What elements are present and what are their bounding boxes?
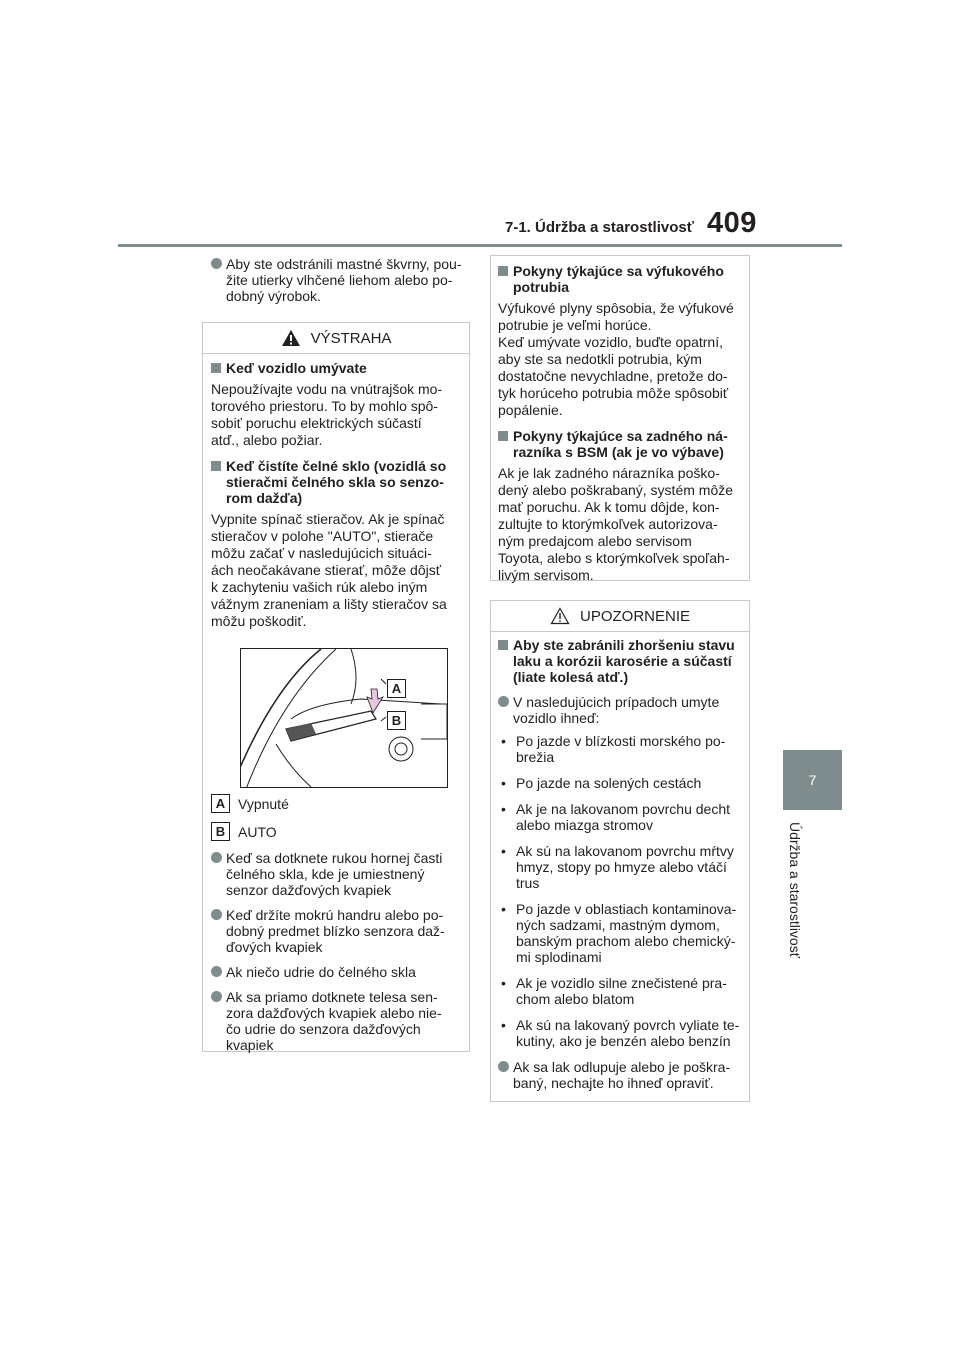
square-bullet-icon [211,363,221,373]
dash-list-item: • Po jazde v oblastiach kontaminova- ných sadzami, mastným dymom, banským prachom alebo chemický- mi splodinami [501,901,737,965]
dash-list-item: • Ak je vozidlo silne znečistené pra- chom alebo blatom [501,975,727,1007]
wiper-lever-drawing [241,649,447,787]
intro-bullet: Aby ste odstránili mastné škvrny, pou- žite utierky vlhčené liehom alebo po- dobný výrobok. [211,256,469,304]
list-item: Keď sa dotknete rukou hornej časti čelného skla, kde je umiestnený senzor dažďových kvapiek [211,850,461,898]
warning-body [203,354,469,1063]
square-bullet-icon [498,266,508,276]
figure-label-b: B [387,711,406,730]
bullet-dot-icon [211,966,222,977]
list-item: Ak sa lak odlupuje alebo je poškra- baný, nechajte ho ihneď opraviť. [498,1059,741,1091]
warning-paragraph: Výfukové plyny spôsobia, že výfukové potrubie je veľmi horúce. Keď umývate vozidlo, buďte opatrní, aby ste sa nedotkli potrubia, kým dostatočne nevychladne, pretože do- tyk horúceho potrubia môže spôsobiť popálenie. [498,300,734,418]
list-item: Ak niečo udrie do čelného skla [211,964,461,980]
list-item: V nasledujúcich prípadoch umyte vozidlo ihneď: [498,694,741,726]
square-bullet-icon [498,640,508,650]
warning-section-heading: Keď vozidlo umývate [211,360,461,376]
legend-b: B AUTO [211,822,461,841]
warning-section-heading: Keď čistíte čelné sklo (vozidlá so stieračmi čelného skla so senzo- rom dažďa) [211,458,461,506]
notice-box [490,600,750,1102]
warning-triangle-icon [281,329,301,347]
list-item: Ak sa priamo dotknete telesa sen- zora dažďových kvapiek alebo nie- čo udrie do senzora dažďových kvapiek [211,989,461,1053]
legend-label-b: B [211,822,230,841]
bullet-dot-icon [498,1061,509,1072]
notice-title: UPOZORNENIE [579,607,690,625]
legend-a: A Vypnuté [211,794,461,813]
notice-section-heading: Aby ste zabránili zhoršeniu stavu laku a korózii karosérie a súčastí (liate kolesá atď.) [498,637,741,685]
header-rule [118,244,842,247]
wiper-switch-illustration [240,648,448,788]
section-title: 7-1. Údržba a starostlivosť [505,219,694,236]
warning-section-heading: Pokyny týkajúce sa výfukového potrubia [498,263,742,295]
bullet-dot-icon [211,909,222,920]
dash-list-item: • Po jazde na solených cestách [501,775,702,791]
dash-list-item: • Ak sú na lakovaný povrch vyliate te- kutiny, ako je benzén alebo benzín [501,1017,740,1049]
warning-box [202,322,470,1052]
page-number: 409 [707,207,757,239]
list-item: Keď držíte mokrú handru alebo po- dobný predmet blízko senzora daž- ďových kvapiek [211,907,461,955]
warning-continuation-body [491,256,749,584]
warning-paragraph: Vypnite spínač stieračov. Ak je spínač stieračov v polohe "AUTO", stierače môžu začať v nasledujúcich situáci- ách neočakávane stierať, môže dôjsť k zachyteniu vašich rúk alebo iným vážnym zraneniam a lišty stieračov sa môžu poškodiť. [211,511,447,629]
chapter-label: Údržba a starostlivosť [787,822,803,958]
square-bullet-icon [211,461,221,471]
legend-label-a: A [211,794,230,813]
caution-triangle-outline-icon [550,607,570,625]
warning-paragraph: Nepoužívajte vodu na vnútrajšok mo- torového priestoru. To by mohlo spô- sobiť poruchu elektrických súčastí atď., alebo požiar. [211,381,443,448]
dash-list-item: • Ak sú na lakovanom povrchu mŕtvy hmyz, stopy po hmyze alebo vtáčí trus [501,843,734,891]
figure-label-a: A [387,679,406,698]
bullet-dot-icon [211,852,222,863]
notice-header [491,601,749,632]
notice-body [491,632,749,1091]
warning-continuation-box [490,255,750,581]
warning-paragraph: Ak je lak zadného nárazníka poško- dený alebo poškrabaný, systém môže mať poruchu. Ak k tomu dôjde, kon- zultujte to ktorýmkoľvek autorizova- ným predajcom alebo servisom Toyota, alebo s ktorýmkoľvek spoľah- livým servisom. [498,465,734,583]
chapter-tab: 7 [783,750,842,810]
intro-block [211,256,469,304]
warning-header [203,323,469,354]
warning-section-heading: Pokyny týkajúce sa zadného ná- razníka s BSM (ak je vo výbave) [498,428,742,460]
bullet-dot-icon [498,696,509,707]
warning-title: VÝSTRAHA [310,329,392,347]
dash-list-item: • Ak je na lakovanom povrchu decht alebo miazga stromov [501,801,731,833]
dash-list-item: • Po jazde v blízkosti morského po- brežia [501,733,726,765]
bullet-dot-icon [211,258,222,269]
square-bullet-icon [498,431,508,441]
bullet-dot-icon [211,991,222,1002]
